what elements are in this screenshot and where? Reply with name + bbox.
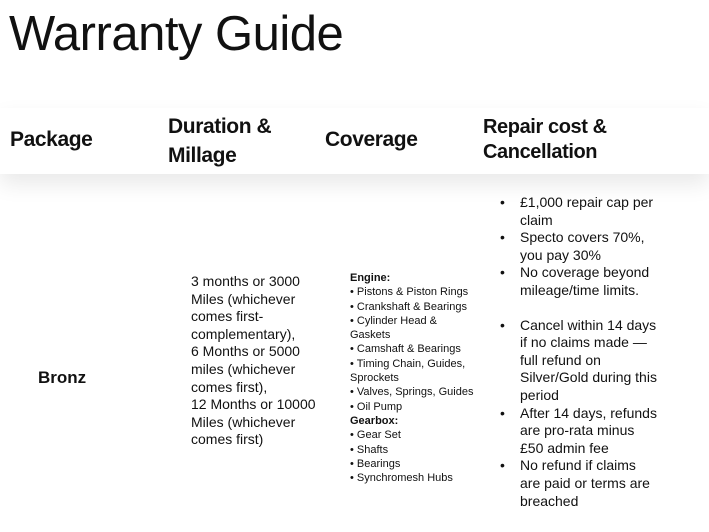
coverage-cell <box>350 271 480 485</box>
header-package: Package <box>10 128 93 151</box>
engine-item: • Camshaft & Bearings <box>350 343 461 356</box>
bullet-icon: • <box>500 457 505 474</box>
list-item <box>500 229 660 264</box>
bullet-icon: • <box>500 229 505 246</box>
list-item <box>500 405 660 458</box>
cancellation-item-text: After 14 days, refunds are pro-rata minus £50 admin fee <box>520 404 657 456</box>
gearbox-item: • Shafts <box>350 443 389 456</box>
repair-cancellation-cell <box>500 194 660 510</box>
header-coverage: Coverage <box>325 128 418 151</box>
cancellation-item-text: No refund if claims are paid or terms are breached <box>520 457 650 509</box>
table-header <box>0 108 709 174</box>
list-item <box>500 264 660 299</box>
duration-line: 6 Months or 5000 miles (whichever comes first), <box>191 343 300 395</box>
duration-line: 3 months or 3000 Miles (whichever comes first-complementary), <box>191 273 300 342</box>
repair-item-text: Specto covers 70%, you pay 30% <box>520 229 645 263</box>
repair-item-text: £1,000 repair cap per claim <box>520 194 654 228</box>
bullet-icon: • <box>500 404 505 421</box>
duration-line: 12 Months or 10000 Miles (whichever comes first) <box>191 396 316 448</box>
engine-heading: Engine: <box>350 272 391 284</box>
repair-item-text: No coverage beyond mileage/time limits. <box>520 264 650 298</box>
engine-item: • Valves, Springs, Guides <box>350 386 474 399</box>
cancellation-list <box>500 317 660 511</box>
gearbox-heading: Gearbox: <box>350 414 399 427</box>
page-title: Warranty Guide <box>9 7 344 61</box>
bullet-icon: • <box>500 194 505 210</box>
engine-item: • Crankshaft & Bearings <box>350 300 467 313</box>
list-item <box>500 457 660 510</box>
repair-list <box>500 194 660 300</box>
bullet-icon: • <box>500 264 505 281</box>
header-repair-cancellation: Repair cost & Cancellation <box>483 116 607 163</box>
list-item <box>500 194 660 229</box>
list-item <box>500 317 660 405</box>
engine-item: • Cylinder Head & Gaskets <box>350 314 438 342</box>
gearbox-item: • Bearings <box>350 457 401 470</box>
duration-cell <box>191 273 323 449</box>
package-name: Bronz <box>38 368 87 387</box>
engine-item: • Pistons & Piston Rings <box>350 286 469 299</box>
header-duration: Duration & Millage <box>168 115 272 167</box>
list-spacer <box>500 300 660 317</box>
bullet-icon: • <box>500 316 505 333</box>
gearbox-item: • Gear Set <box>350 429 401 442</box>
engine-item: • Timing Chain, Guides, Sprockets <box>350 357 466 385</box>
cancellation-item-text: Cancel within 14 days if no claims made — full refund on Silver/Gold during this period <box>520 316 657 403</box>
gearbox-item: • Synchromesh Hubs <box>350 472 453 485</box>
engine-item: • Oil Pump <box>350 400 403 413</box>
